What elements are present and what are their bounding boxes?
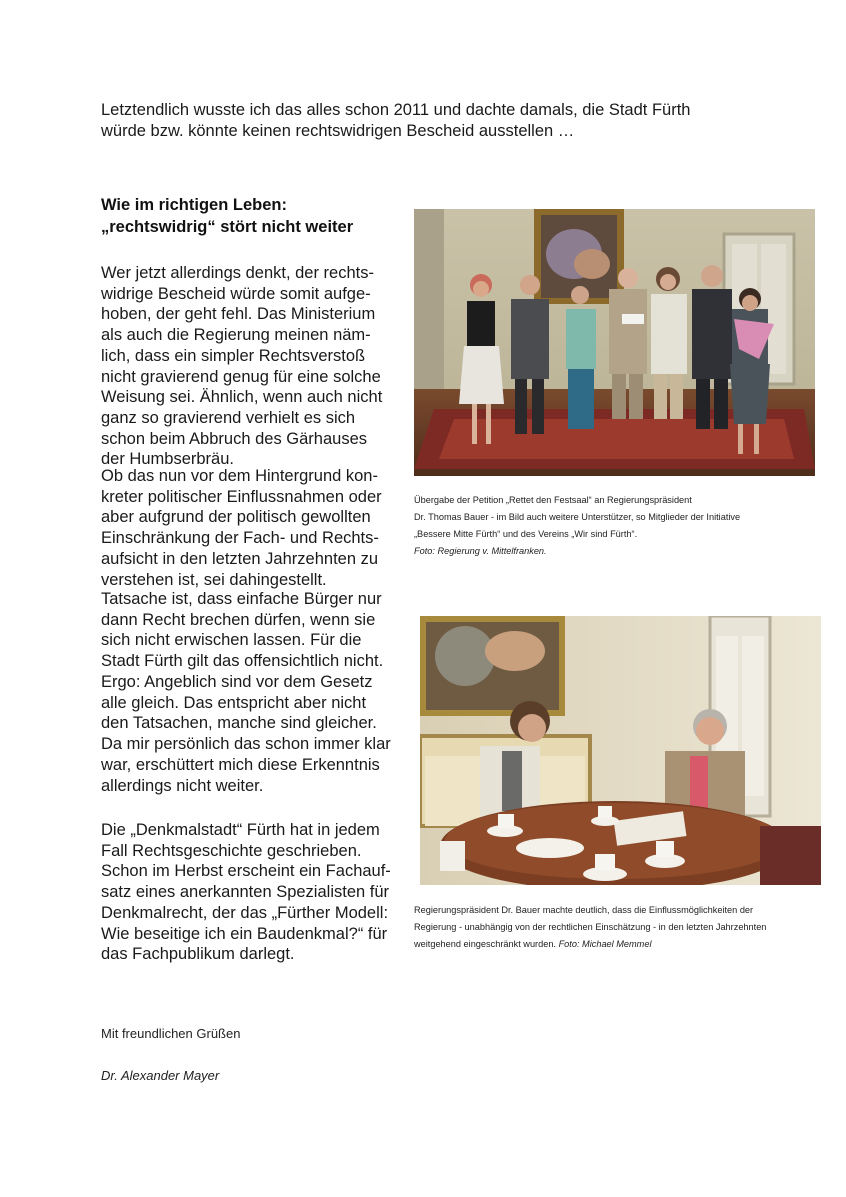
caption-line: Regierung - unabhängig von der rechtlichen Einschätzung - in den letzten Jahrzehnten [414,922,767,932]
body-paragraph [101,820,401,965]
caption-line: Übergabe der Petition „Rettet den Festsaal“ an Regierungspräsident [414,495,692,505]
photo-caption [414,492,824,560]
text-line: schon beim Abbruch des Gärhauses [101,429,367,448]
text-line: Ob das nun vor dem Hintergrund kon- [101,467,378,485]
text-line: aber aufgrund der politisch gewollten [101,508,371,527]
signature: Dr. Alexander Mayer [101,1068,220,1083]
text-line: Die „Denkmalstadt“ Fürth hat in jedem [101,821,380,839]
text-line: Ergo: Angeblich sind vor dem Gesetz [101,673,373,691]
petition-handover-photo [414,209,815,476]
text-line: Wie beseitige ich ein Baudenkmal?“ für [101,924,388,943]
text-line: dann Recht brechen dürfen, wenn sie [101,610,376,629]
text-line: war, erschüttert mich diese Erkenntnis [101,755,380,774]
heading-line: „rechtswidrig“ stört nicht weiter [101,218,354,236]
body-paragraph [101,589,401,672]
intro-paragraph [101,100,741,142]
caption-text: weitgehend eingeschränkt wurden. [414,939,556,949]
heading-line: Wie im richtigen Leben: [101,196,287,214]
text-line: sich nicht erwischen lassen. Für die [101,631,362,650]
text-line: ganz so gravierend verhielt es sich [101,408,356,427]
photo-credit: Foto: Regierung v. Mittelfranken. [414,546,547,556]
text-line: Denkmalrecht, der das „Fürther Modell: [101,903,389,922]
section-heading [101,194,401,238]
closing-salutation: Mit freundlichen Grüßen [101,1026,241,1041]
intro-line: würde bzw. könnte keinen rechtswidrigen Bescheid ausstellen … [101,122,575,140]
body-paragraph [101,466,401,590]
text-line: widrige Bescheid würde somit aufge- [101,284,371,303]
text-line: verstehen ist, sei dahingestellt. [101,570,327,589]
text-line: allerdings nicht weiter. [101,776,264,795]
intro-line: Letztendlich wusste ich das alles schon 2011 und dachte damals, die Stadt Fürth [101,101,691,119]
body-paragraph [101,672,401,796]
text-line: Da mir persönlich das schon immer klar [101,735,391,754]
text-line: aufsicht in den letzten Jahrzehnten zu [101,549,379,568]
text-line: Wer jetzt allerdings denkt, der rechts- [101,264,374,282]
text-line: der Humbserbräu. [101,450,234,469]
text-line: lich, dass ein simpler Rechtsverstoß [101,346,366,365]
text-line: als auch die Regierung meinen näm- [101,326,371,345]
text-line: hoben, der geht fehl. Das Ministerium [101,305,376,324]
text-line: den Tatsachen, manche sind gleicher. [101,714,377,733]
caption-line: Regierungspräsident Dr. Bauer machte deutlich, dass die Einflussmöglichkeiten der [414,905,754,915]
text-line: Tatsache ist, dass einfache Bürger nur [101,590,382,608]
text-line: Weisung sei. Ähnlich, wenn auch nicht [101,388,383,407]
text-line: das Fachpublikum darlegt. [101,945,295,964]
text-line: Stadt Fürth gilt das offensichtlich nicht. [101,652,384,671]
text-line: Fall Rechtsgeschichte geschrieben. [101,841,362,860]
text-line: Einschränkung der Fach- und Rechts- [101,529,379,548]
text-line: satz eines anerkannten Spezialisten für [101,883,390,902]
photo-credit: Foto: Michael Memmel [558,939,652,949]
body-paragraph [101,263,401,470]
caption-line: „Bessere Mitte Fürth“ und des Vereins „Wir sind Fürth“. [414,529,638,539]
photo-caption [414,902,824,953]
text-line: kreter politischer Einflussnahmen oder [101,487,382,506]
caption-line: Dr. Thomas Bauer - im Bild auch weitere Unterstützer, so Mitglieder der Initiative [414,512,741,522]
text-line: Schon im Herbst erscheint ein Fachauf- [101,862,391,881]
caption-line [414,936,824,953]
meeting-photo [420,616,821,885]
text-line: alle gleich. Das entspricht aber nicht [101,693,367,712]
text-line: nicht gravierend genug für eine solche [101,367,381,386]
